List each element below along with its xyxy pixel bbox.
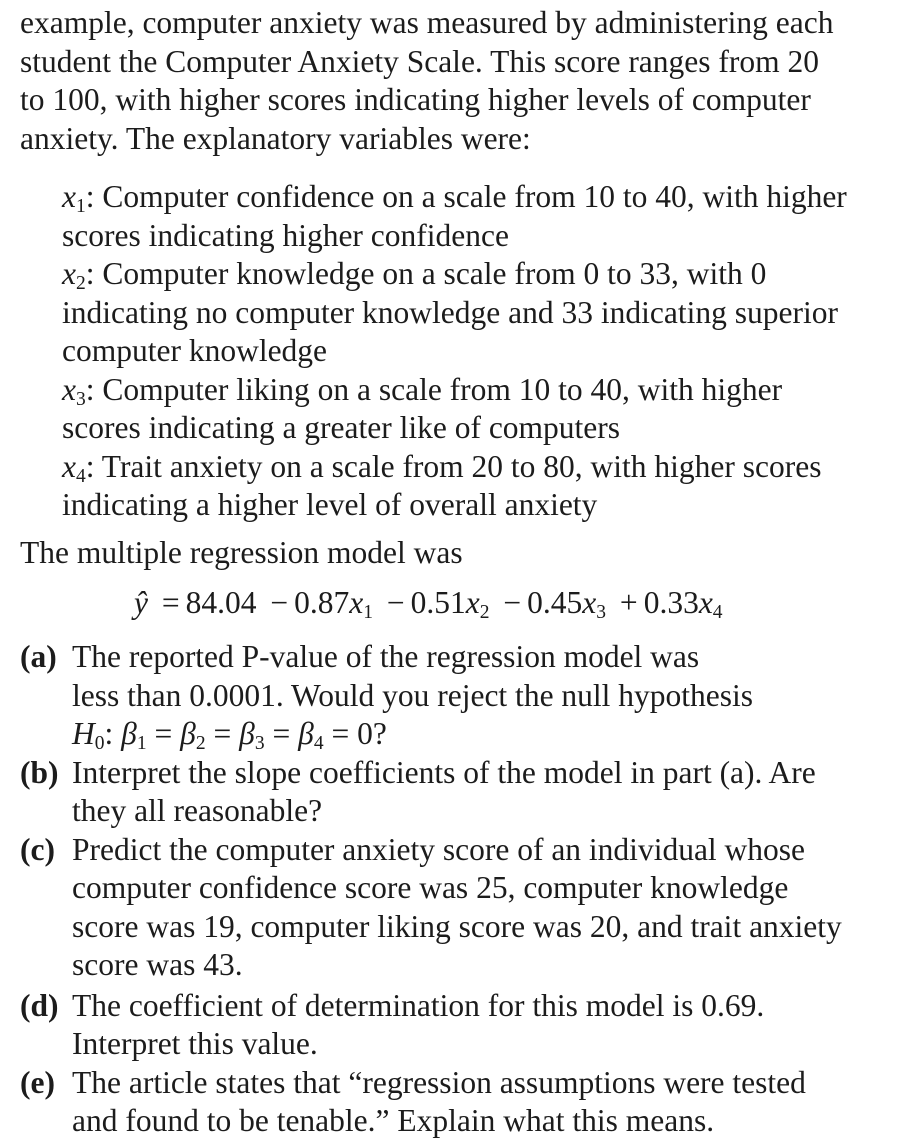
y-hat-symbol: ŷ [134,585,148,620]
model-lead-text: The multiple regression model was [20,535,463,570]
minus-sign: − [503,585,522,620]
beta-subscript: 1 [136,732,147,754]
part-d [20,987,910,1064]
part-text-line: score was 43. [72,947,243,982]
variable-x3 [62,371,912,448]
coefficient-x3: 0.45 [527,585,583,620]
regression-equation [134,584,723,623]
equals-sign: = [213,716,232,751]
explanatory-variable-list [62,178,912,525]
variable-description-line: indicating a higher level of overall anxiety [62,487,598,522]
equals-sign: = [272,716,291,751]
variable-x4 [62,448,912,525]
variable-description: : Computer confidence on a scale from 10 to 40, with higher [85,179,847,214]
beta-symbol: β [239,716,255,751]
x-symbol: x [465,585,480,620]
part-b [20,754,910,831]
part-c [20,831,910,985]
intro-line: to 100, with higher scores indicating higher levels of computer [20,82,811,117]
beta-symbol: β [180,716,196,751]
x-subscript: 4 [712,601,723,623]
plus-sign: + [619,585,638,620]
x-symbol: x [349,585,364,620]
variable-symbol: x [62,371,76,407]
variable-description: : Computer liking on a scale from 10 to 40, with higher [85,371,783,407]
beta-symbol: β [298,716,314,751]
part-text-line: The coefficient of determination for this model is 0.69. [72,987,765,1023]
null-hypothesis [72,715,910,754]
part-text-line: The article states that “regression assumptions were tested [72,1064,806,1100]
part-label: (c) [20,831,55,867]
part-text-line: less than 0.0001. Would you reject the null hypothesis [72,677,754,713]
hypothesis-subscript: 0 [94,732,105,754]
intro-line: student the Computer Anxiety Scale. This score ranges from 20 [20,43,820,79]
variable-subscript: 1 [75,195,86,217]
part-text-line: computer confidence score was 25, computer knowledge [72,870,789,905]
variable-symbol: x [62,256,76,291]
x-subscript: 1 [363,601,374,623]
variable-subscript: 4 [75,465,86,487]
variable-subscript: 2 [75,272,86,294]
variable-symbol: x [62,448,76,484]
intro-line: example, computer anxiety was measured by administering each [20,5,834,40]
x-symbol: x [582,585,597,620]
part-text-line: and found to be tenable.” Explain what this means. [72,1103,715,1138]
hypothesis-h: H [72,716,95,751]
minus-sign: − [270,585,289,620]
part-label: (e) [20,1064,55,1100]
x-subscript: 2 [479,601,490,623]
exercise-parts [20,638,910,1141]
part-label: (b) [20,754,59,790]
variable-description-line: computer knowledge [62,333,328,368]
hypothesis-end: = 0? [323,716,387,751]
variable-description: : Trait anxiety on a scale from 20 to 80, with higher scores [85,448,822,484]
equals-sign: = [161,585,180,620]
equals-sign: = [154,716,173,751]
hypothesis-colon: : [104,716,114,751]
part-text-line: The reported P-value of the regression model was [72,639,700,674]
variable-description: : Computer knowledge on a scale from 0 to 33, with 0 [85,256,767,291]
part-a [20,638,910,754]
coefficient-x1: 0.87 [294,585,350,620]
x-subscript: 3 [596,601,607,623]
variable-description-line: scores indicating higher confidence [62,217,509,253]
minus-sign: − [386,585,405,620]
part-text-line: Predict the computer anxiety score of an individual whose [72,831,806,867]
part-e [20,1064,910,1141]
coefficient-x4: 0.33 [643,585,699,620]
beta-symbol: β [121,716,137,751]
variable-symbol: x [62,179,76,214]
x-symbol: x [698,585,713,620]
intro-line: anxiety. The explanatory variables were: [20,120,531,156]
part-label: (a) [20,639,57,674]
variable-description-line: indicating no computer knowledge and 33 indicating superior [62,294,838,330]
variable-x1 [62,178,912,255]
part-text-line: Interpret the slope coefficients of the model in part (a). Are [72,754,816,790]
part-text-line: they all reasonable? [72,793,323,828]
part-text-line: score was 19, computer liking score was 20, and trait anxiety [72,908,842,944]
beta-subscript: 4 [313,732,324,754]
beta-subscript: 2 [195,732,206,754]
intercept-value: 84.04 [185,585,257,620]
part-text-line: Interpret this value. [72,1026,318,1061]
beta-subscript: 3 [254,732,265,754]
coefficient-x2: 0.51 [410,585,466,620]
variable-description-line: scores indicating a greater like of computers [62,410,621,445]
part-label: (d) [20,987,59,1023]
intro-paragraph [20,4,900,158]
variable-x2 [62,255,912,371]
variable-subscript: 3 [75,388,86,410]
